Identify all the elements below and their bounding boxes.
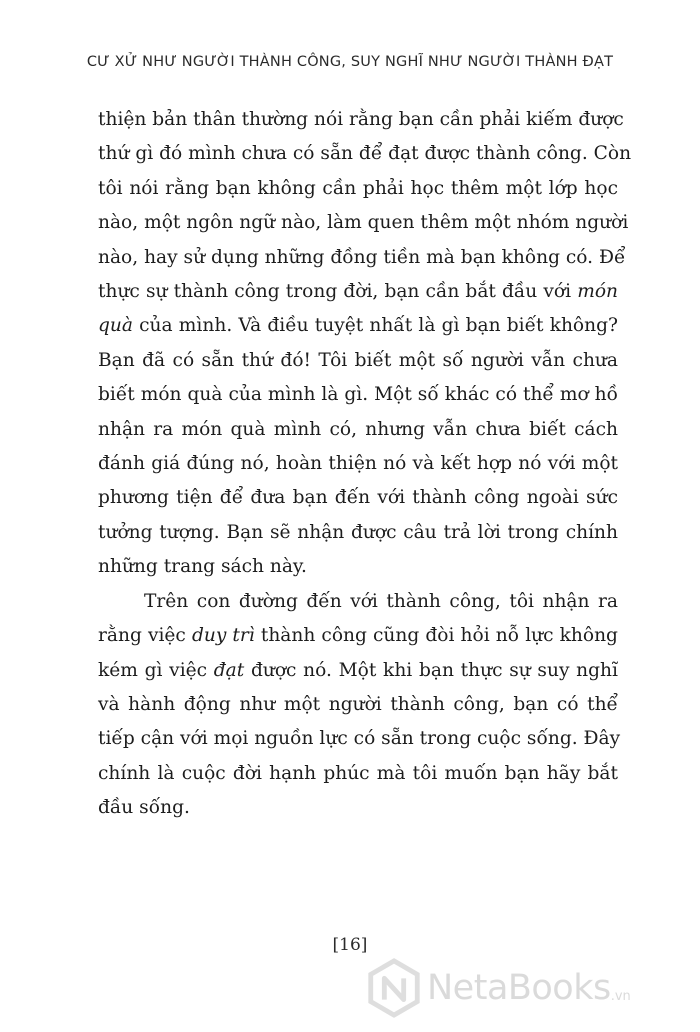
text-line: phương tiện để đưa bạn đến với thành công ngoài sức	[98, 487, 618, 509]
emphasis-text: duy trì	[191, 625, 255, 647]
page-body	[98, 103, 632, 826]
watermark-brand: NetaBooks	[427, 968, 611, 1008]
running-header: CƯ XỬ NHƯ NGƯỜI THÀNH CÔNG, SUY NGHĨ NHƯ NGƯỜI THÀNH ĐẠT	[86, 54, 614, 70]
emphasis-text: món	[577, 281, 618, 303]
text-segment: rằng việc	[98, 625, 186, 647]
text-segment: thành công cũng đòi hỏi nỗ lực không	[260, 625, 618, 647]
n-hexagon-logo-icon	[363, 957, 425, 1019]
paragraph-2	[98, 585, 621, 826]
paragraph-1	[98, 103, 632, 585]
page-number: [16]	[332, 935, 368, 955]
text-segment: của mình. Và điều tuyệt nhất là gì bạn biết không?	[139, 315, 618, 337]
text-line: tiếp cận với mọi nguồn lực có sẵn trong cuộc sống. Đây	[98, 728, 621, 750]
text-line	[98, 654, 618, 688]
text-line: những trang sách này.	[98, 556, 307, 578]
text-line: nhận ra món quà mình có, nhưng vẫn chưa biết cách	[98, 418, 618, 440]
text-line: nào, một ngôn ngữ nào, làm quen thêm một nhóm người	[98, 212, 629, 234]
watermark	[363, 952, 693, 1024]
text-line: và hành động như một người thành công, bạn có thể	[98, 693, 618, 715]
text-line	[98, 309, 618, 343]
text-line	[98, 275, 618, 309]
emphasis-text: đạt	[213, 659, 245, 681]
text-segment: được nó. Một khi bạn thực sự suy nghĩ	[250, 659, 618, 681]
text-line: tôi nói rằng bạn không cần phải học thêm một lớp học	[98, 177, 618, 199]
text-line: thiện bản thân thường nói rằng bạn cần phải kiếm được	[98, 109, 624, 130]
text-line: chính là cuộc đời hạnh phúc mà tôi muốn bạn hãy bắt	[98, 762, 618, 784]
text-line	[98, 619, 618, 653]
text-line: đầu sống.	[98, 797, 190, 819]
text-segment: kém gì việc	[98, 659, 208, 681]
text-line: tưởng tượng. Bạn sẽ nhận được câu trả lời trong chính	[98, 521, 618, 543]
text-line: Trên con đường đến với thành công, tôi nhận ra	[144, 590, 618, 612]
text-line: nào, hay sử dụng những đồng tiền mà bạn không có. Để	[98, 246, 626, 268]
text-line: thứ gì đó mình chưa có sẵn để đạt được thành công. Còn	[98, 143, 632, 165]
text-line: biết món quà của mình là gì. Một số khác có thể mơ hồ	[98, 384, 618, 406]
text-line: Bạn đã có sẵn thứ đó! Tôi biết một số người vẫn chưa	[98, 349, 618, 371]
text-line: đánh giá đúng nó, hoàn thiện nó và kết hợp nó với một	[98, 453, 618, 475]
text-segment: thực sự thành công trong đời, bạn cần bắt đầu với	[98, 281, 572, 303]
emphasis-text: quà	[98, 315, 133, 337]
watermark-domain: .vn	[610, 989, 631, 1004]
